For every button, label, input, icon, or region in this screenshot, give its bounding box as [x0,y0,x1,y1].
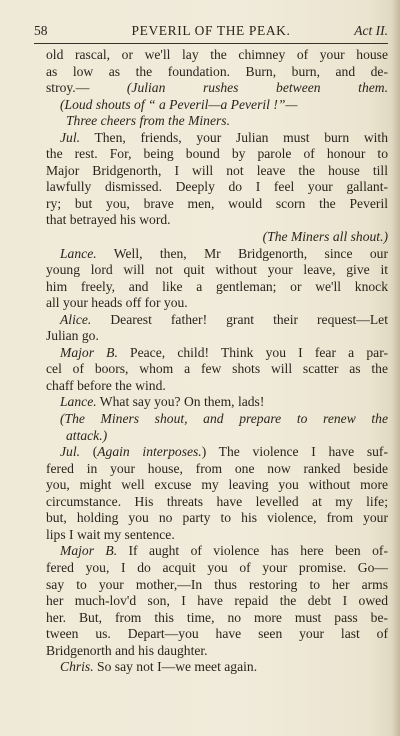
text-line: Bridgenorth and his daughter. [46,642,208,658]
text-line: chaff before the wind. [46,377,166,393]
text-line: you, might well excuse my leaving you without more [46,477,388,493]
text-line: Jul. Then, friends, your Julian must burn with [60,129,388,145]
text-line: (The Miners shout, and prepare to renew the [60,411,388,427]
text-line: Three cheers from the Miners. [66,113,230,129]
text-line: Chris. So say not I—we meet again. [60,659,258,675]
text-line: lips I wait my sentence. [46,526,175,542]
header-rule [34,43,388,44]
text-line: Major Bridgenorth, I will not leave the house till [46,162,388,178]
page-edge-shadow [392,0,400,736]
text-line: fered you, I do acquit you of your promise. Go— [46,559,388,575]
page-text [46,47,388,676]
text-line: Major B. If aught of violence has here been of- [60,543,388,559]
text-line: her much-lov'd son, I have repaid the debt I owed [46,593,388,609]
text-line: Julian go. [46,328,99,344]
page-number: 58 [34,23,48,38]
text-line: Lance. Well, then, Mr Bridgenorth, since our [60,245,388,261]
text-line: the rest. For, being bound by parole of honour to [46,146,388,162]
act-label: Act II. [354,23,388,38]
text-line: stroy.— (Julian rushes between them. [46,80,388,96]
text-line: Lance. What say you? On them, lads! [60,394,265,410]
text-line: fered in your house, from one now ranked beside [46,460,388,476]
text-line: but, holding you no party to his violence, from your [46,510,388,526]
running-title: PEVERIL OF THE PEAK. [131,23,291,38]
text-line: her. But, from this time, no more must pass be- [46,609,388,625]
text-line: attack.) [66,427,108,443]
text-line: all your heads off for you. [46,295,188,311]
text-line: lawfully dismissed. Deeply do I feel your gallant- [46,179,388,195]
text-line: old rascal, or we'll lay the chimney of your house [46,47,388,62]
text-line: tween us. Depart—you have seen your last of [46,626,388,642]
text-line: circumstance. His threats have levelled at my life; [46,493,388,509]
text-line: that betrayed his word. [46,212,171,228]
text-line: Jul. (Again interposes.) The violence I have suf- [60,444,388,460]
text-line: young lord will not quit without your leave, give it [46,262,388,278]
text-line: cel of boors, whom a few shots will scatter as the [46,361,388,377]
text-line: ry; but you, brave men, would scorn the Peveril [46,195,388,211]
text-line: Major B. Peace, child! Think you I fear a par- [60,344,388,360]
text-line: him freely, and like a gentleman; or we'll knock [46,278,388,294]
text-line: (The Miners all shout.) [262,229,388,245]
text-line: (Loud shouts of “ a Peveril—a Peveril !”— [60,96,298,112]
text-line: say to your mother,—In thus restoring to her arms [46,576,388,592]
text-line: as low as the foundation. Burn, burn, and de- [46,63,388,79]
running-header [34,22,388,40]
text-line: Alice. Dearest father! grant their request—Let [60,311,388,327]
